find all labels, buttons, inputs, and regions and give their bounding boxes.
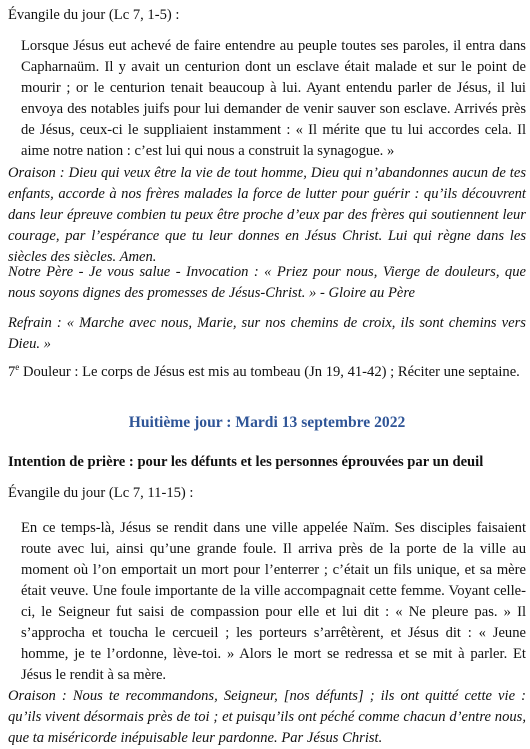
douleur-paragraph: [8, 362, 526, 383]
refrain-text: Refrain : « Marche avec nous, Marie, sur nos chemins de croix, ils sont chemins vers Dieu. »: [8, 315, 526, 352]
oraison-text-2: Oraison : Nous te recommandons, Seigneur, [nos défunts] ; ils ont quitté cette vie : qu’ils vivent désormais près de toi ; et puisqu’ils ont péché comme chacun d’entre nous, que ta miséricorde inépuisable leur pardonne. Par Jésus Christ.: [8, 688, 526, 746]
gospel-reference: Évangile du jour (Lc 7, 1-5) :: [8, 7, 180, 23]
douleur-ordinal-suffix: e: [15, 362, 20, 373]
douleur-number: 7: [8, 364, 16, 380]
intention-heading: Intention de prière : pour les défunts et les personnes éprouvées par un deuil: [8, 454, 484, 470]
oraison-text: Oraison : Dieu qui veux être la vie de tout homme, Dieu qui n’abandonnes aucun de tes enfants, accorde à nos frères malades la force de lutter pour guérir : qu’ils découvrent dans leur épreuve combien tu peux être proche d’eux par des frères qui soutiennent leur courage, par l’espérance que tu leur donnes en Jésus Christ. Lui qui règne dans les siècles des siècles. Amen.: [8, 165, 526, 265]
prayers-text: Notre Père - Je vous salue - Invocation : « Priez pour nous, Vierge de douleurs, que nous soyons dignes des promesses de Jésus-Christ. » - Gloire au Père: [8, 264, 526, 301]
day-heading: Huitième jour : Mardi 13 septembre 2022: [128, 414, 406, 431]
gospel-text: Lorsque Jésus eut achevé de faire entendre au peuple toutes ses paroles, il entra dans Capharnaüm. Il y avait un centurion dont un esclave était malade et sur le point de mourir ; or le centurion tenait beaucoup à lui. Ayant entendu parler de Jésus, il lui envoya des notables juifs pour lui demander de venir sauver son esclave. Arrivés près de Jésus, ceux-ci le suppliaient instamment : « Il mérite que tu lui accordes cela. Il aime notre nation : c’est lui qui nous a construit la synagogue. »: [21, 38, 526, 159]
gospel-reference-2: Évangile du jour (Lc 7, 11-15) :: [8, 485, 194, 501]
gospel-text-2: En ce temps-là, Jésus se rendit dans une ville appelée Naïm. Ses disciples faisaient route avec lui, ainsi qu’une grande foule. Il arriva près de la porte de la ville au moment où l’on emportait un mort pour l’enterrer ; c’était un fils unique, et sa mère était veuve. Une foule importante de la ville accompagnait cette femme. Voyant celle-ci, le Seigneur fut saisi de compassion pour elle et lui dit : « Ne pleure pas. » Il s’approcha et toucha le cercueil ; les porteurs s’arrêtèrent, et Jésus dit : « Jeune homme, je te l’ordonne, lève-toi. » Alors le mort se redressa et se mit à parler. Et Jésus le rendit à sa mère.: [21, 520, 526, 683]
douleur-text: Douleur : Le corps de Jésus est mis au tombeau (Jn 19, 41-42) ; Réciter une septaine.: [19, 364, 520, 380]
